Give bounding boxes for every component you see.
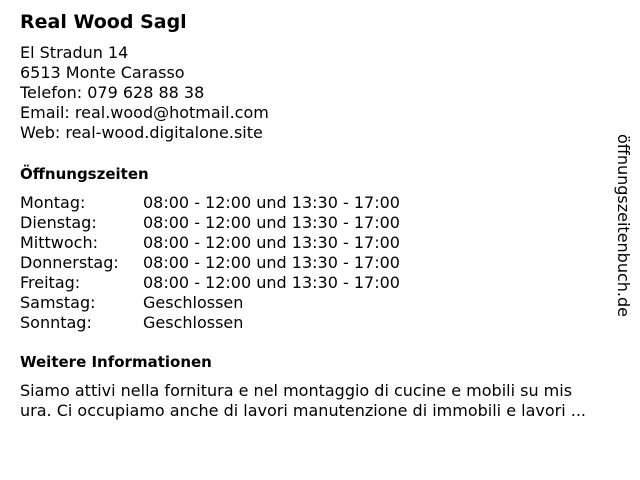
weekday-label: Dienstag: [20, 213, 97, 232]
hours-row [20, 313, 620, 333]
weekday-label: Samstag: [20, 293, 96, 312]
hours-row [20, 273, 620, 293]
site-watermark: öffnungszeitenbuch.de [614, 134, 633, 317]
hours-value: 08:00 - 12:00 und 13:30 - 17:00 [143, 233, 400, 252]
hours-value: 08:00 - 12:00 und 13:30 - 17:00 [143, 273, 400, 292]
city-address: 6513 Monte Carasso [20, 63, 185, 82]
hours-row [20, 213, 620, 233]
hours-value: Geschlossen [143, 313, 244, 332]
business-card [20, 9, 620, 421]
opening-hours-heading: Öffnungszeiten [20, 165, 149, 183]
hours-row [20, 233, 620, 253]
description-line: ura. Ci occupiamo anche di lavori manutenzione di immobili e lavori ... [20, 401, 587, 420]
weekday-label: Freitag: [20, 273, 81, 292]
weekday-label: Mittwoch: [20, 233, 98, 252]
hours-row [20, 293, 620, 313]
business-name: Real Wood Sagl [20, 11, 187, 33]
weekday-label: Sonntag: [20, 313, 92, 332]
address-block [20, 43, 620, 143]
description-line: Siamo attivi nella fornitura e nel montaggio di cucine e mobili su mis [20, 381, 573, 400]
opening-hours-table [20, 193, 620, 333]
hours-value: 08:00 - 12:00 und 13:30 - 17:00 [143, 193, 400, 212]
street-address: El Stradun 14 [20, 43, 129, 62]
website: Web: real-wood.digitalone.site [20, 123, 263, 142]
business-description [20, 381, 632, 421]
email-address: Email: real.wood@hotmail.com [20, 103, 269, 122]
phone-number: Telefon: 079 628 88 38 [20, 83, 205, 102]
weekday-label: Donnerstag: [20, 253, 119, 272]
hours-value: 08:00 - 12:00 und 13:30 - 17:00 [143, 253, 400, 272]
hours-value: 08:00 - 12:00 und 13:30 - 17:00 [143, 213, 400, 232]
hours-row [20, 253, 620, 273]
hours-row [20, 193, 620, 213]
hours-value: Geschlossen [143, 293, 244, 312]
more-info-heading: Weitere Informationen [20, 353, 212, 371]
weekday-label: Montag: [20, 193, 86, 212]
